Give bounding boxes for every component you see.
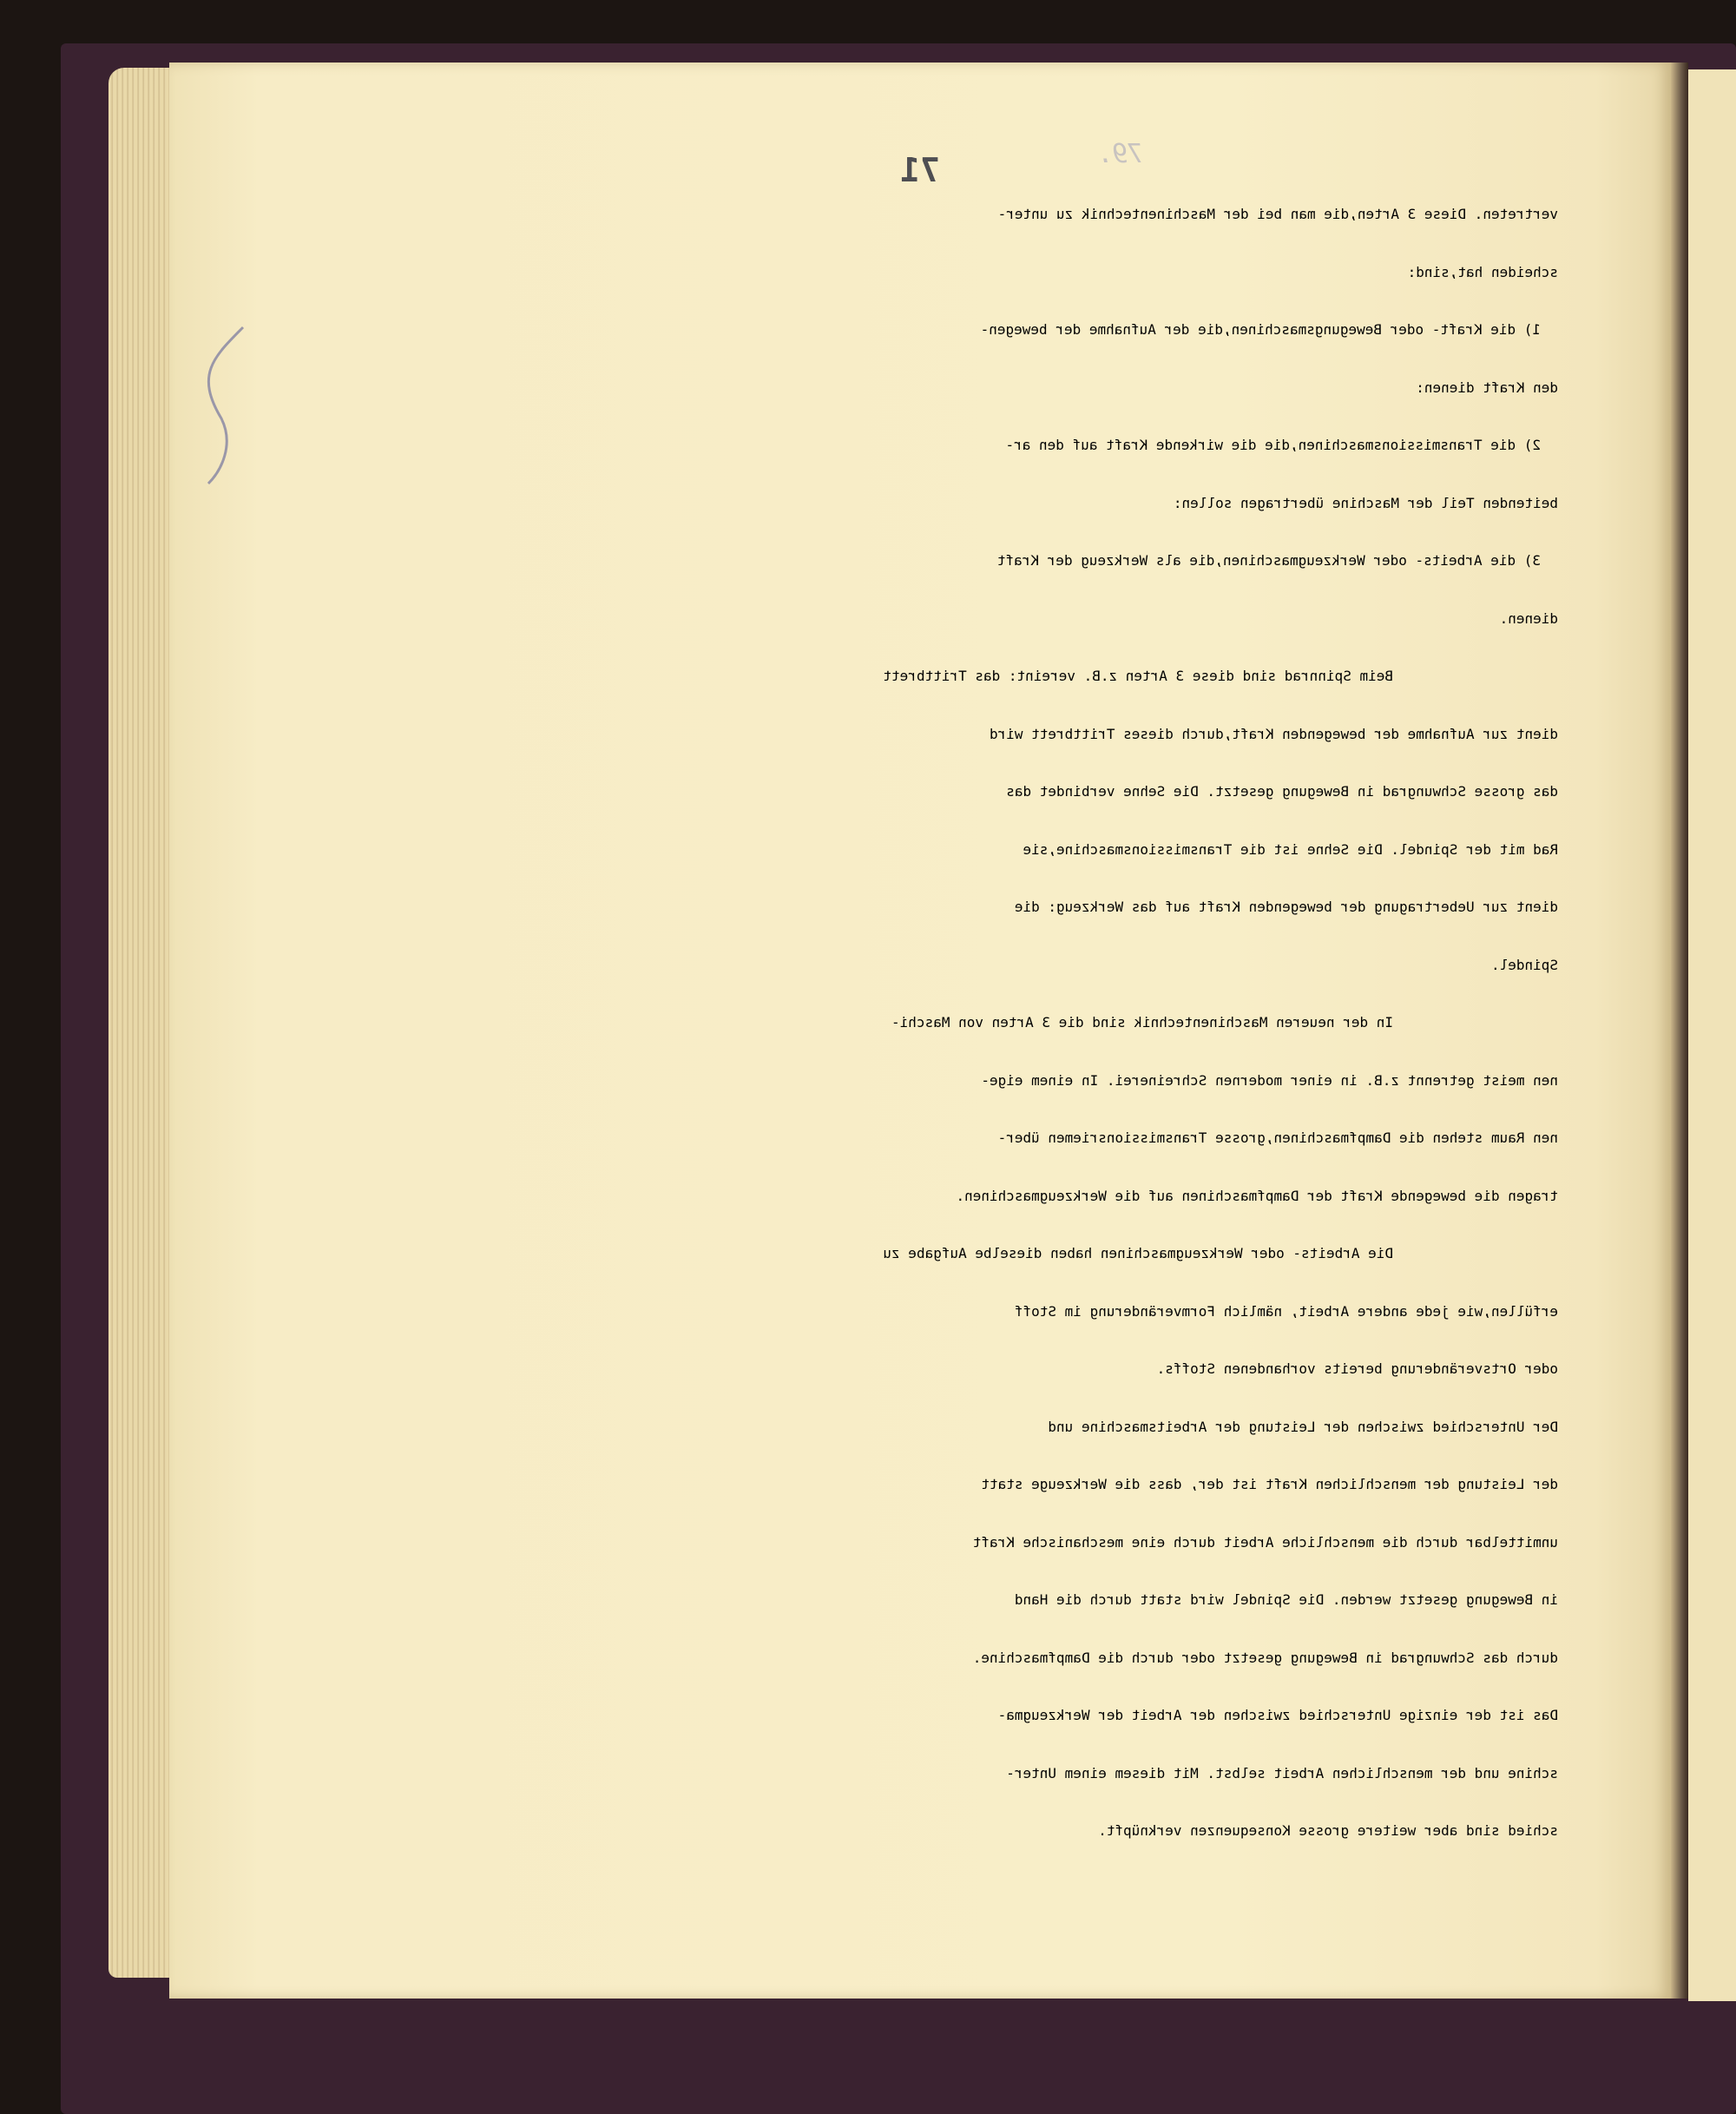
text-line: Rad mit der Spindel. Die Sehne ist die Transmissionsmaschine,sie xyxy=(1023,840,1558,858)
text-line: unmittelbar durch die menschliche Arbeit durch eine meschanische Kraft xyxy=(972,1533,1558,1551)
text-line: in Bewegung gesetzt werden. Die Spindel wird statt durch die Hand xyxy=(1014,1591,1558,1608)
text-line: den Kraft dienen: xyxy=(1416,379,1558,396)
typescript-text xyxy=(204,206,1558,1880)
mirrored-typescript xyxy=(169,63,1671,1999)
text-line: erfüllen,wie jede andere Arbeit, nämlich Formveränderung im Stoff xyxy=(1014,1302,1558,1320)
text-line: Spindel. xyxy=(1490,956,1558,973)
page-edges xyxy=(108,68,178,1978)
page-number: 71 xyxy=(900,151,940,189)
text-line: dient zur Uebertragung der bewegenden Kraft auf das Werkzeug: die xyxy=(1014,899,1558,915)
text-line: durch das Schwungrad in Bewegung gesetzt oder durch die Dampfmaschine. xyxy=(972,1649,1558,1666)
text-line: das grosse Schwungrad in Bewegung gesetzt. Die Sehne verbindet das xyxy=(1006,783,1558,800)
text-line: scheiden hat,sind: xyxy=(1407,263,1558,280)
pencil-page-number: 79. xyxy=(1095,139,1144,169)
text-line: 2) die Transmissionsmaschinen,die die wirkende Kraft auf den ar- xyxy=(1005,437,1541,453)
text-line: der Leistung der menschlichen Kraft ist der, dass die Werkzeuge statt xyxy=(981,1476,1558,1492)
text-line: Die Arbeits- oder Werkzeugmaschinen haben dieselbe Aufgabe zu xyxy=(883,1245,1393,1261)
text-line: nen meist getrennt z.B. in einer modernen Schreinerei. In einem eige- xyxy=(981,1071,1558,1089)
text-line: schied sind aber weitere grosse Konsequenzen verknüpft. xyxy=(1098,1822,1558,1839)
text-line: Der Unterschied zwischen der Leistung der Arbeitsmaschine und xyxy=(1048,1418,1558,1435)
text-line: beitenden Teil der Maschine übertragen sollen: xyxy=(1173,494,1558,511)
text-line: In der neueren Maschinentechnik sind die 3 Arten von Maschi- xyxy=(891,1014,1393,1031)
text-line: vertreten. Diese 3 Arten,die man bei der Maschinentechnik zu unter- xyxy=(997,206,1558,222)
text-line: dienen. xyxy=(1499,609,1558,627)
text-line: dient zur Aufnahme der bewegenden Kraft,durch dieses Trittbrett wird xyxy=(989,725,1558,742)
text-line: nen Raum stehen die Dampfmaschinen,grosse Transmissionsriemen über- xyxy=(997,1129,1558,1146)
facing-page-edge xyxy=(1688,69,1736,2001)
text-line: oder Ortsveränderung bereits vorhandenen Stoffs. xyxy=(1156,1360,1558,1377)
text-line: Beim Spinnrad sind diese 3 Arten z.B. vereint: das Trittbrett xyxy=(883,668,1393,684)
book-gutter xyxy=(1671,63,1688,1999)
text-line: 3) die Arbeits- oder Werkzeugmaschinen,die als Werkzeug der Kraft xyxy=(996,552,1541,569)
text-line: tragen die bewegende Kraft der Dampfmaschinen auf die Werkzeugmaschinen. xyxy=(956,1187,1558,1204)
text-line: 1) die Kraft- oder Bewegungsmaschinen,die der Aufnahme der bewegen- xyxy=(980,321,1541,338)
text-line: Das ist der einzige Unterschied zwischen der Arbeit der Werkzeugma- xyxy=(997,1707,1558,1723)
text-line: schine und der menschlichen Arbeit selbst. Mit diesem einem Unter- xyxy=(1006,1764,1558,1781)
